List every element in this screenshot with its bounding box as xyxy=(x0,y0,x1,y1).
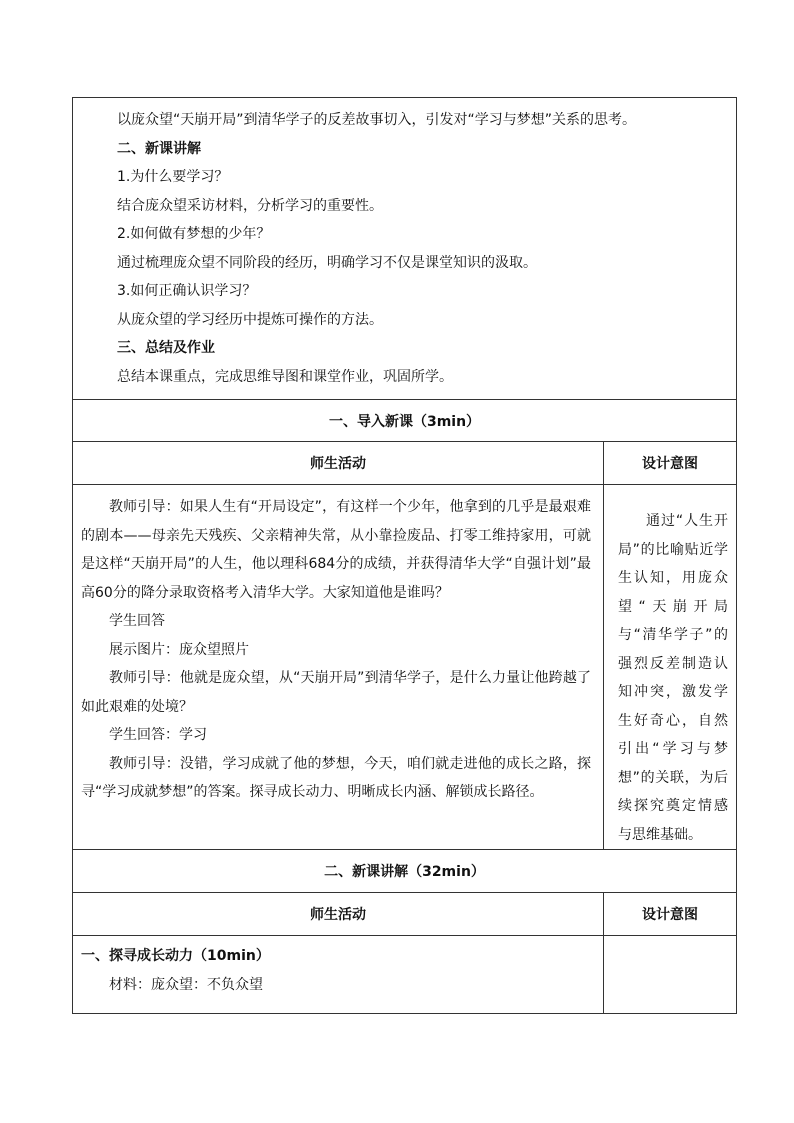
section1-col-activity: 师生活动 xyxy=(73,442,604,485)
summary-line: 2.如何做有梦想的少年？ xyxy=(117,226,271,242)
activity-paragraph: 学生回答 xyxy=(109,613,165,629)
section1-col-design: 设计意图 xyxy=(604,442,737,485)
design-intent-text: 通过“人生开局”的比喻贴近学生认知，用庞众望“天崩开局与“清华学子”的强烈反差制造认知冲突，激发学生好奇心，自然引出“学习与梦想”的关联，为后续探究奠定情感与思维基础。 xyxy=(618,513,729,843)
activity-paragraph: 教师引导：没错，学习成就了他的梦想，今天，咱们就走进他的成长之路，探寻“学习成就梦想”的答案。探寻成长动力、明晰成长内涵、解锁成长路径。 xyxy=(81,755,591,800)
activity-paragraph: 展示图片：庞众望照片 xyxy=(109,641,249,658)
activity-paragraph: 教师引导：如果人生有“开局设定”，有这样一个少年，他拿到的几乎是最艰难的剧本——母亲先天残疾、父亲精神失常，从小靠捡废品、打零工维持家用，可就是这样“天崩开局”的人生，他以理科684分的成绩，并获得清华大学“自强计划”最高60分的降分录取资格考入清华大学。大家知道他是谁吗？ xyxy=(81,499,591,601)
summary-heading: 二、新课讲解 xyxy=(117,140,201,157)
section2-header-row xyxy=(73,893,737,936)
section2-subtitle: 一、探寻成长动力（10min） xyxy=(81,948,270,964)
summary-line: 3.如何正确认识学习？ xyxy=(117,283,257,299)
section1-header-row xyxy=(73,442,737,485)
section2-design-cell xyxy=(604,936,737,1014)
section2-material: 材料：庞众望：不负众望 xyxy=(109,976,263,993)
summary-heading: 三、总结及作业 xyxy=(117,340,215,356)
summary-cell xyxy=(73,98,737,400)
lesson-plan-document xyxy=(72,97,736,1014)
lesson-plan-table xyxy=(72,97,737,1014)
section1-title-row xyxy=(73,400,737,442)
section1-title: 一、导入新课（3min） xyxy=(73,400,737,442)
activity-paragraph: 教师引导：他就是庞众望，从“天崩开局”到清华学子，是什么力量让他跨越了如此艰难的处境？ xyxy=(81,670,591,715)
section2-content-row xyxy=(73,936,737,1014)
summary-line: 1.为什么要学习？ xyxy=(117,169,229,185)
section2-col-activity: 师生活动 xyxy=(73,893,604,936)
summary-row xyxy=(73,98,737,400)
section2-title-row xyxy=(73,850,737,893)
summary-line: 总结本课重点，完成思维导图和课堂作业，巩固所学。 xyxy=(117,368,453,385)
summary-line: 从庞众望的学习经历中提炼可操作的方法。 xyxy=(117,311,383,328)
section2-col-design: 设计意图 xyxy=(604,893,737,936)
section2-title: 二、新课讲解（32min） xyxy=(73,850,737,893)
section2-activity-cell xyxy=(73,936,604,1014)
section1-design-cell xyxy=(604,485,737,850)
section1-content-row xyxy=(73,485,737,850)
summary-line: 以庞众望“天崩开局”到清华学子的反差故事切入，引发对“学习与梦想”关系的思考。 xyxy=(117,112,637,128)
activity-paragraph: 学生回答：学习 xyxy=(109,727,207,743)
section1-activity-cell xyxy=(73,485,604,850)
summary-line: 通过梳理庞众望不同阶段的经历，明确学习不仅是课堂知识的汲取。 xyxy=(117,254,537,271)
summary-line: 结合庞众望采访材料，分析学习的重要性。 xyxy=(117,197,383,214)
